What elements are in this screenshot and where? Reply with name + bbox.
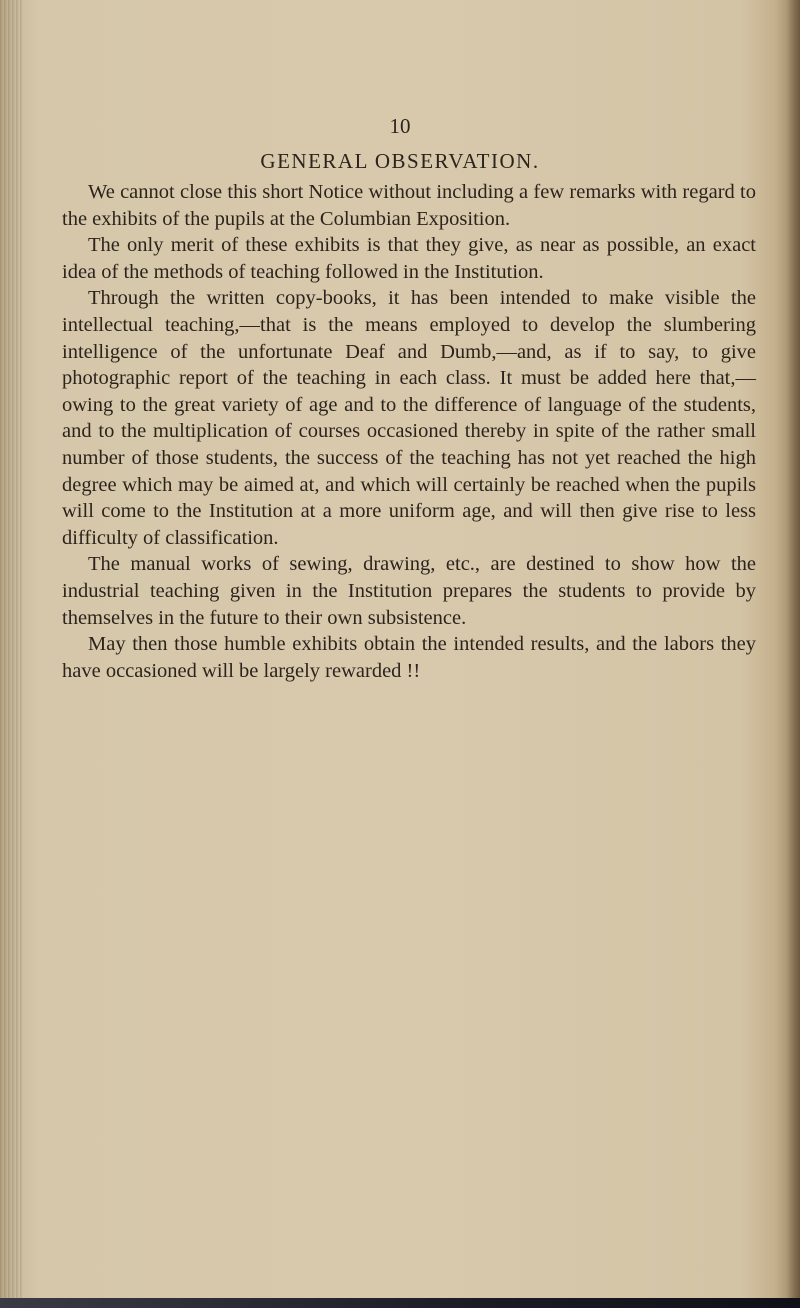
paragraph-manual-works: The manual works of sewing, drawing, etc., are destined to show how the industrial teaching given in the Institution prepares the students to provide by themselves in the future to their own subsistence.: [62, 553, 756, 629]
paragraph-copy-books: Through the written copy-books, it has been intended to make visible the intellectual teaching,—that is the means employed to develop the slumbering intelligence of the unfortunate Deaf and Dumb,—and, as if to say, to give photographic report of the teaching in each class. It must be added here that,—owing to the great variety of age and to the difference of language of the students, and to the multiplication of courses occasioned thereby in spite of the rather small number of those students, the success of the teaching has not yet reached the high degree which may be aimed at, and which will certainly be reached when the pupils will come to the Institution at a more uniform age, and will then give rise to less difficulty of classification.: [62, 287, 756, 549]
paragraph-intro: We cannot close this short Notice without including a few remarks with regard to the exhibits of the pupils at the Columbian Exposition.: [62, 181, 756, 230]
bottom-scan-edge: [0, 1298, 800, 1308]
binding-spine: [0, 0, 22, 1308]
page-number: 10: [389, 114, 411, 138]
section-title: GENERAL OBSERVATION.: [260, 149, 540, 173]
paragraph-closing: May then those humble exhibits obtain the intended results, and the labors they have occasioned will be largely rewarded !!: [62, 633, 756, 682]
body-text: [62, 179, 756, 684]
paragraph-merit: The only merit of these exhibits is that they give, as near as possible, an exact idea of the methods of teaching followed in the Institution.: [62, 234, 756, 283]
page-edge-shadow: [786, 0, 800, 1308]
